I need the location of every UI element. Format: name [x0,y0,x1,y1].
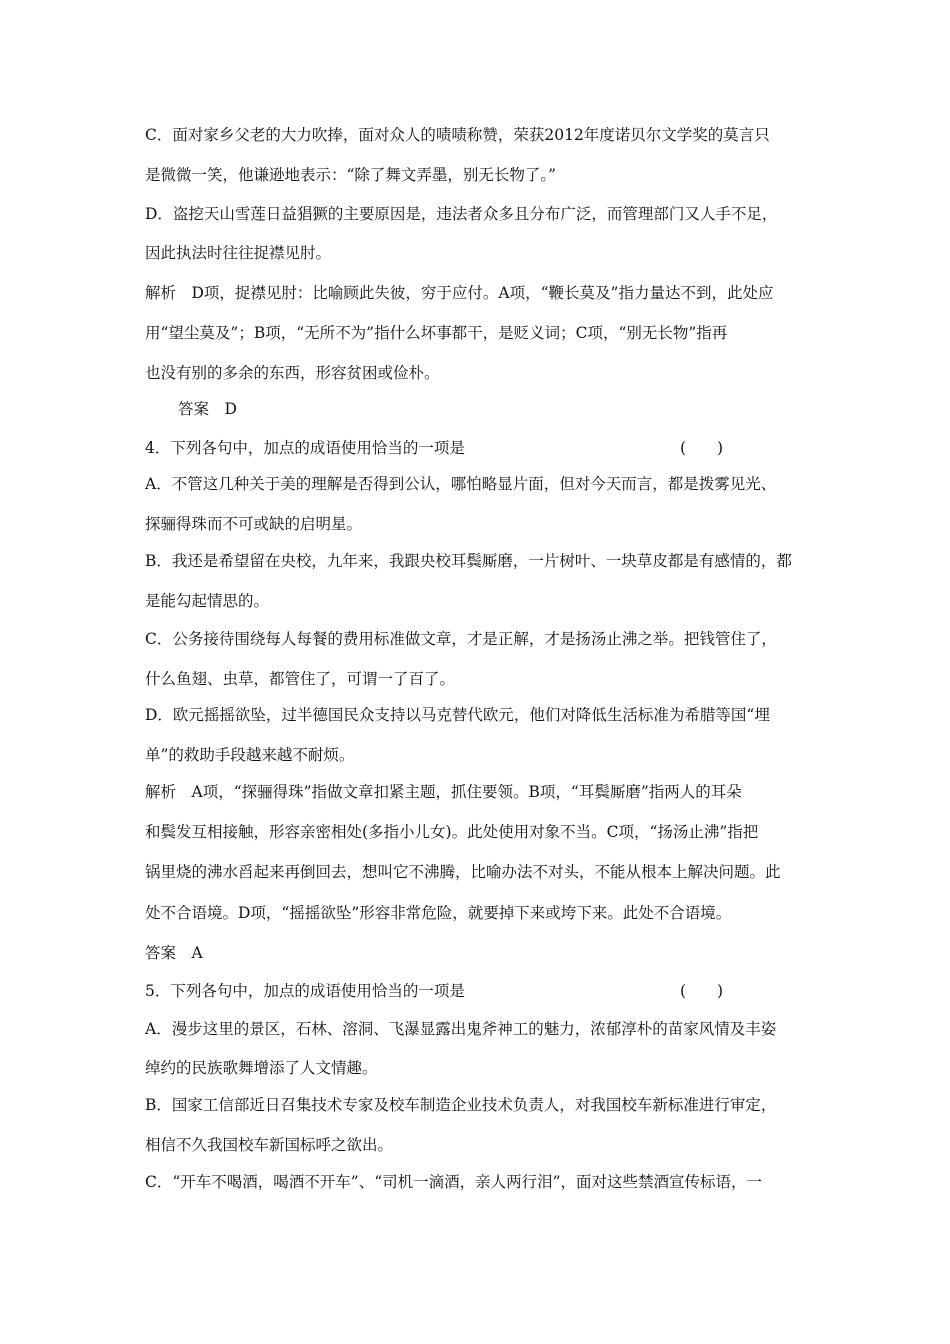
analysis-4-line-1: 解析 A项，“探骊得珠”指做文章扣紧主题，抓住要领。B项，“耳鬓厮磨”指两人的耳朵 [145,783,742,801]
answer-4: 答案 A [145,944,203,962]
option-c-line-2: 是微微一笑，他谦逊地表示：“除了舞文弄墨，别无长物了。” [145,166,557,184]
analysis-4-line-2: 和鬓发互相接触，形容亲密相处(多指小儿女)。此处使用对象不当。C项，“扬汤止沸”指把 [145,823,759,841]
q4-option-c-line-1: C．公务接待围绕每人每餐的费用标准做文章，才是正解，才是扬汤止沸之举。把钱管住了， [145,630,777,648]
question-4-stem: 4．下列各句中，加点的成语使用恰当的一项是 [145,439,465,457]
analysis-3-line-3: 也没有别的多余的东西，形容贫困或俭朴。 [145,364,440,382]
q4-option-b-line-2: 是能勾起情思的。 [145,592,270,610]
q5-option-a-line-1: A．漫步这里的景区，石林、溶洞、飞瀑显露出鬼斧神工的魅力，浓郁淳朴的苗家风情及丰姿 [145,1020,777,1038]
answer-3: 答案 D [178,400,237,418]
analysis-3-line-2: 用“望尘莫及”；B项，“无所不为”指什么坏事都干，是贬义词；C项，“别无长物”指再 [145,324,728,342]
question-4-answer-blank: ( ) [680,439,724,457]
analysis-4-line-4: 处不合语境。D项，“摇摇欲坠”形容非常危险，就要掉下来或垮下来。此处不合语境。 [145,904,732,922]
analysis-4-line-3: 锅里烧的沸水舀起来再倒回去，想叫它不沸腾，比喻办法不对头，不能从根本上解决问题。此 [145,863,781,881]
option-d-line-1: D．盗挖天山雪莲日益猖獗的主要原因是，违法者众多且分布广泛，而管理部门又人手不足， [145,205,778,223]
q5-option-c-line-1: C．“开车不喝酒，喝酒不开车”、“司机一滴酒，亲人两行泪”，面对这些禁酒宣传标语，一 [145,1173,763,1191]
question-5-answer-blank: ( ) [680,982,724,1000]
q4-option-c-line-2: 什么鱼翅、虫草，都管住了，可谓一了百了。 [145,670,456,688]
q4-option-a-line-2: 探骊得珠而不可或缺的启明星。 [145,515,363,533]
q4-option-d-line-2: 单”的救助手段越来越不耐烦。 [145,746,355,764]
q5-option-a-line-2: 绰约的民族歌舞增添了人文情趣。 [145,1059,378,1077]
q4-option-d-line-1: D．欧元摇摇欲坠，过半德国民众支持以马克替代欧元，他们对降低生活标准为希腊等国“埋 [145,706,770,724]
q4-option-a-line-1: A．不管这几种关于美的理解是否得到公认，哪怕略显片面，但对今天而言，都是拨雾见光、 [145,475,777,493]
q5-option-b-line-1: B．国家工信部近日召集技术专家及校车制造企业技术负责人，对我国校车新标准进行审定， [145,1096,777,1114]
question-5-stem: 5．下列各句中，加点的成语使用恰当的一项是 [145,982,465,1000]
option-c-line-1: C．面对家乡父老的大力吹捧，面对众人的啧啧称赞，荣获2012年度诺贝尔文学奖的莫言只 [145,126,770,144]
analysis-3-line-1: 解析 D项，捉襟见肘：比喻顾此失彼，穷于应付。A项，“鞭长莫及”指力量达不到，此处应 [145,284,774,302]
q5-option-b-line-2: 相信不久我国校车新国标呼之欲出。 [145,1136,394,1154]
q4-option-b-line-1: B．我还是希望留在央校，九年来，我跟央校耳鬓厮磨，一片树叶、一块草皮都是有感情的，都 [145,552,792,570]
option-d-line-2: 因此执法时往往捉襟见肘。 [145,244,332,262]
